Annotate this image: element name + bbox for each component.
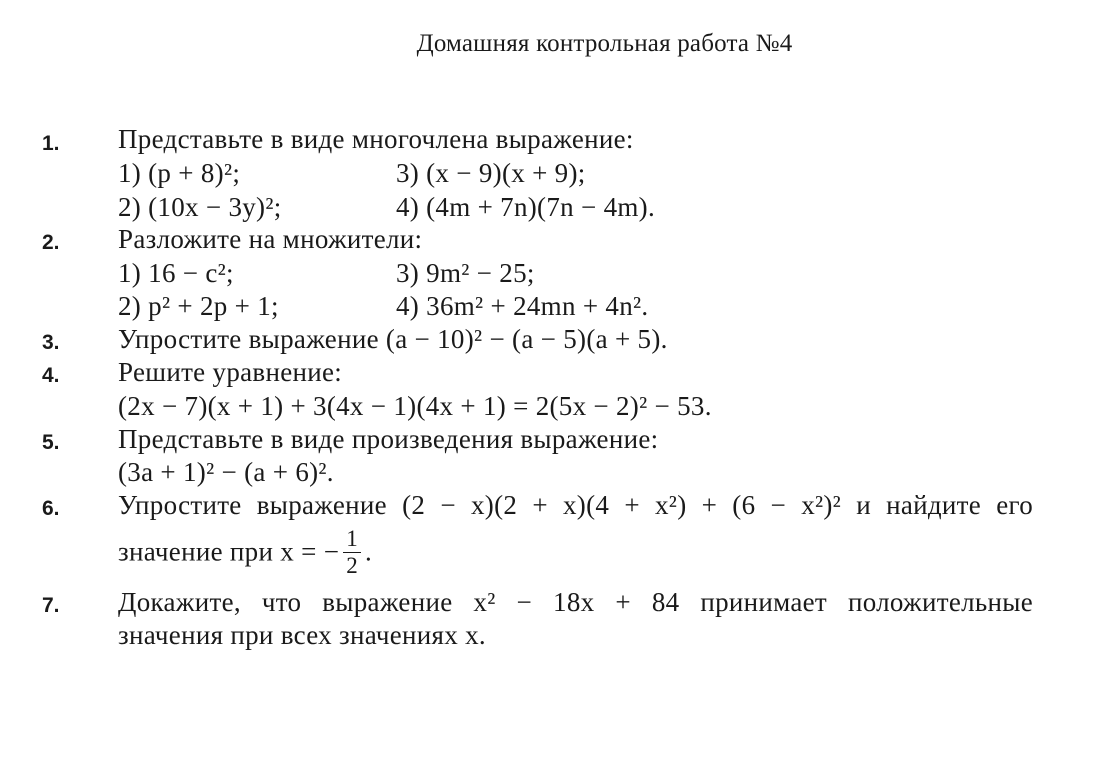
task-1-text: Представьте в виде многочлена выражение: bbox=[118, 124, 634, 154]
task-5-number: 5. bbox=[42, 431, 60, 454]
task-7-text: Докажите, что выражение x² − 18x + 84 принимает положительные bbox=[118, 587, 1033, 617]
task-6-tail: . bbox=[365, 536, 373, 567]
task-2-text: Разложите на множители: bbox=[118, 224, 423, 254]
task-4-text: Решите уравнение: bbox=[118, 357, 343, 387]
one-half-fraction bbox=[343, 526, 361, 579]
task-2-item-4: 4) 36m² + 24mn + 4n². bbox=[396, 291, 649, 321]
page-title: Домашняя контрольная работа №4 bbox=[416, 30, 793, 57]
task-1-number: 1. bbox=[42, 132, 60, 155]
fraction-denominator: 2 bbox=[343, 552, 361, 579]
task-4-number: 4. bbox=[42, 364, 60, 387]
task-1-item-3: 3) (x − 9)(x + 9); bbox=[396, 158, 586, 188]
task-6-number: 6. bbox=[42, 497, 60, 520]
fraction-numerator: 1 bbox=[346, 526, 359, 551]
task-5-expression: (3a + 1)² − (a + 6)². bbox=[118, 457, 334, 487]
task-3-number: 3. bbox=[42, 331, 60, 354]
task-2-item-1: 1) 16 − c²; bbox=[118, 258, 234, 288]
task-1-item-2: 2) (10x − 3y)²; bbox=[118, 192, 282, 222]
task-4-equation: (2x − 7)(x + 1) + 3(4x − 1)(4x + 1) = 2(5x − 2)² − 53. bbox=[118, 391, 712, 421]
task-2-number: 2. bbox=[42, 231, 60, 254]
task-6-text: Упростите выражение (2 − x)(2 + x)(4 + x²) + (6 − x²)² и найдите его bbox=[118, 490, 1033, 520]
task-2-item-3: 3) 9m² − 25; bbox=[396, 258, 535, 288]
task-1-item-1: 1) (p + 8)²; bbox=[118, 158, 241, 188]
task-3-text: Упростите выражение (a − 10)² − (a − 5)(a + 5). bbox=[118, 324, 668, 354]
task-2-item-2: 2) p² + 2p + 1; bbox=[118, 291, 279, 321]
task-6-value-label: значение при x = − bbox=[118, 536, 340, 567]
task-1-item-4: 4) (4m + 7n)(7n − 4m). bbox=[396, 192, 656, 222]
task-6-text-line-2 bbox=[118, 528, 372, 581]
task-7-number: 7. bbox=[42, 594, 60, 617]
task-7-text-line-2: значения при всех значениях x. bbox=[118, 620, 486, 650]
task-5-text: Представьте в виде произведения выражение: bbox=[118, 424, 659, 454]
